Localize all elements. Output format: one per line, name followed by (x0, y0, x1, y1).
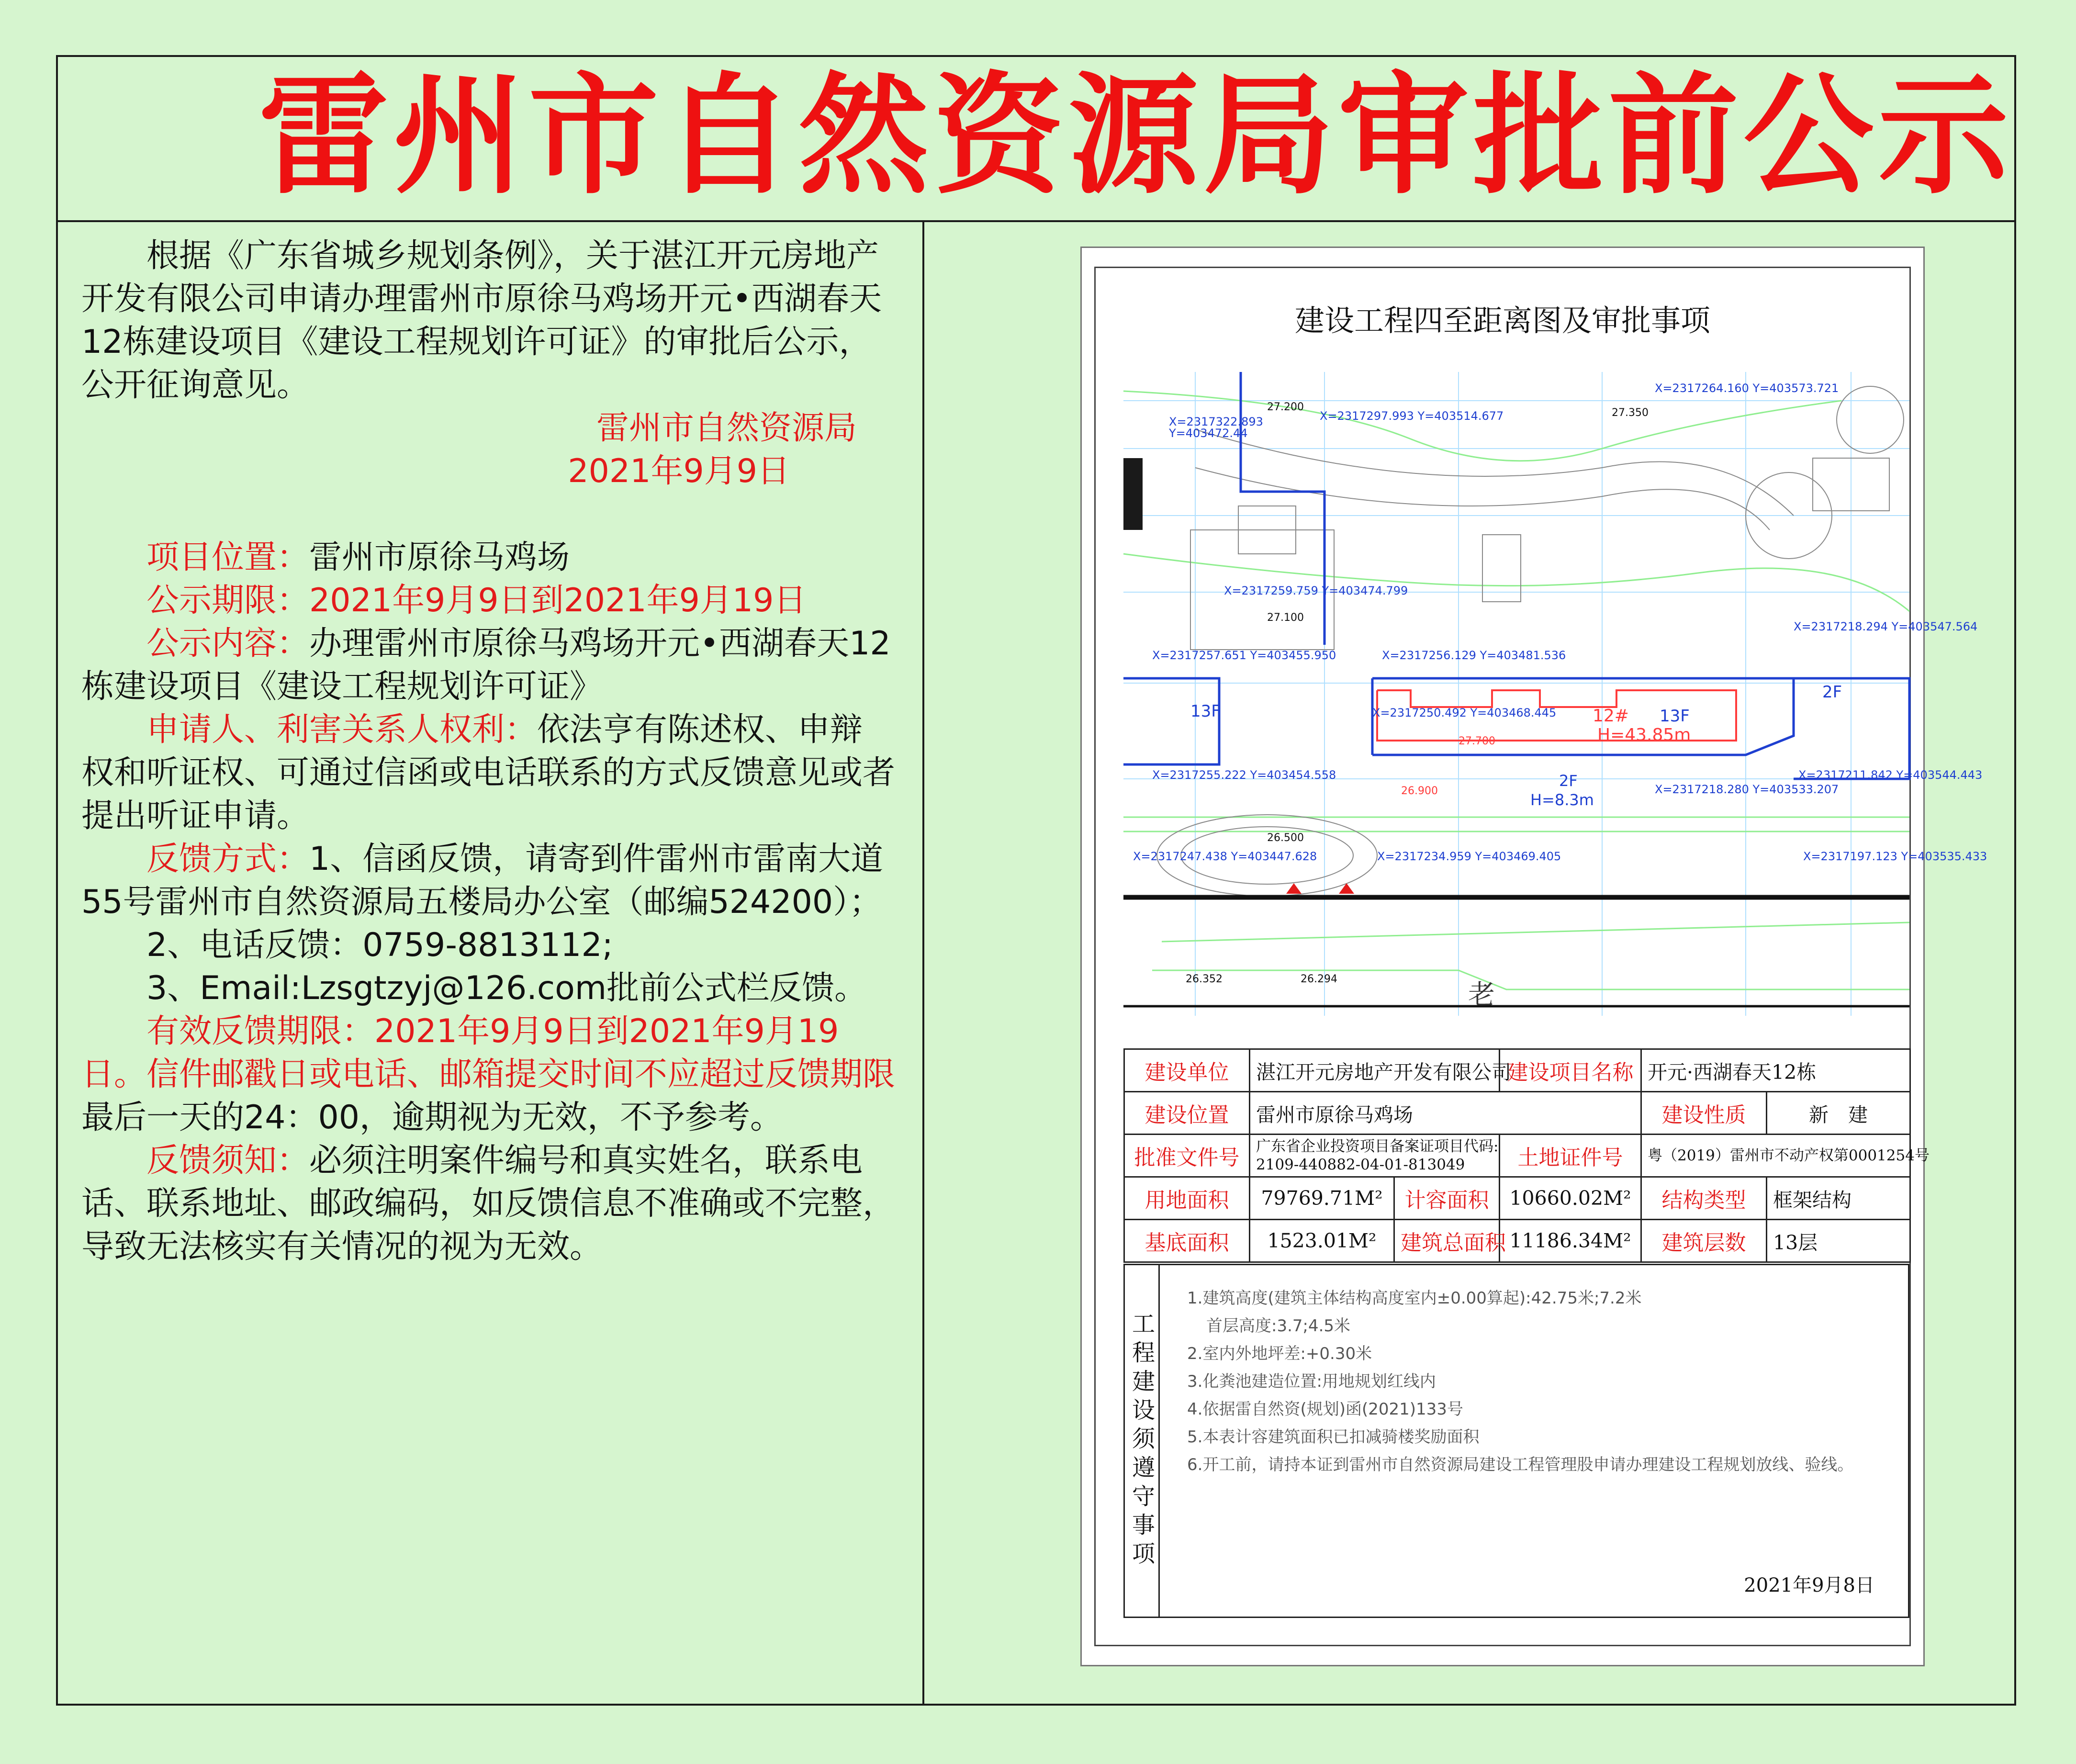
height-main: H=43.85m (1597, 725, 1691, 745)
coord-label: X=2317297.993 Y=403514.677 (1320, 409, 1504, 423)
requirement-item: 1.建筑高度(建筑主体结构高度室内±0.00算起):42.75米;7.2米 (1187, 1289, 1642, 1308)
building-2f-mid: 2F (1559, 772, 1578, 790)
coord-label: X=2317211.842 Y=403544.443 (1798, 768, 1983, 782)
requirements-box (1123, 1264, 1909, 1618)
elev-label: 26.294 (1301, 973, 1337, 985)
title-divider (56, 220, 2016, 222)
coord-label: X=2317257.651 Y=403455.950 (1152, 649, 1336, 662)
elev-label: 26.352 (1186, 973, 1223, 985)
coord-label: X=2317218.294 Y=403547.564 (1794, 620, 1978, 633)
column-divider (922, 220, 924, 1706)
issuer: 雷州市自然资源局 (596, 409, 857, 447)
road-label: 老 (1468, 979, 1495, 1011)
requirement-item: 3.化粪池建造位置:用地规划红线内 (1187, 1372, 1436, 1391)
coord-label: X=2317255.222 Y=403454.558 (1152, 768, 1336, 782)
coord-label: X=2317234.959 Y=403469.405 (1377, 850, 1561, 863)
elev-label: 27.200 (1267, 401, 1304, 413)
table-row: 建设位置 雷州市原徐马鸡场 建设性质 新 建 (1124, 1092, 1910, 1135)
feedback-email: 3、Email:Lzsgtzyj@126.com批前公式栏反馈。 (146, 969, 867, 1007)
coord-label: X=2317256.129 Y=403481.536 (1382, 649, 1566, 662)
elev-label: 27.350 (1612, 407, 1649, 419)
table-row: 用地面积 79769.71M² 计容面积 10660.02M² 结构类型 框架结构 (1124, 1177, 1910, 1220)
coord-label: Y=403472.44 (1169, 427, 1248, 440)
elev-27700: 27.700 (1459, 735, 1495, 747)
feedback-phone: 2、电话反馈：0759-8813112; (146, 926, 613, 964)
feedback-line: 反馈方式：1、信函反馈，请寄到件雷州市雷南大道55号雷州市自然资源局五楼局办公室（邮编524200）； (81, 840, 884, 921)
card-title: 建设工程四至距离图及审批事项 (1294, 303, 1710, 338)
requirement-item: 6.开工前，请持本证到雷州市自然资源局建设工程管理股申请办理建设工程规划放线、验线。 (1187, 1455, 1854, 1474)
building-2f-right: 2F (1822, 683, 1842, 702)
table-row: 建设单位 湛江开元房地产开发有限公司 建设项目名称 开元·西湖春天12栋 (1124, 1049, 1910, 1092)
coord-label: X=2317264.160 Y=403573.721 (1655, 382, 1839, 395)
requirement-item: 首层高度:3.7;4.5米 (1206, 1316, 1351, 1336)
valid-line: 有效反馈期限：2021年9月9日到2021年9月19日。信件邮戳日或电话、邮箱提交时间不应超过反馈期限最后一天的24：00，逾期视为无效，不予参考。 (81, 1012, 896, 1136)
requirements-label: 工程建设须遵守事项 (1125, 1265, 1160, 1617)
height-low: H=8.3m (1530, 791, 1594, 809)
table-row: 基底面积 1523.01M² 建筑总面积 11186.34M² 建筑层数 13层 (1124, 1220, 1910, 1262)
table-row: 批准文件号 广东省企业投资项目备案证项目代码: 2109-440882-04-01-813049 土地证件号 粤（2019）雷州市不动产权第0001254号 (1124, 1135, 1910, 1177)
intro-paragraph: 根据《广东省城乡规划条例》，关于湛江开元房地产开发有限公司申请办理雷州市原徐马鸡场开元•西湖春天12栋建设项目《建设工程规划许可证》的审批后公示，公开征询意见。 (81, 237, 882, 404)
page-title: 雷州市自然资源局审批前公示 (258, 61, 2013, 212)
coord-label: X=2317259.759 Y=403474.799 (1224, 584, 1408, 597)
location-line: 项目位置：雷州市原徐马鸡场 (146, 539, 570, 576)
notice-text (81, 235, 895, 1269)
must-line: 反馈须知：必须注明案件编号和真实姓名，联系电话、联系地址、邮政编码，如反馈信息不准确或不完整，导致无法核实有关情况的视为无效。 (81, 1142, 896, 1266)
requirement-item: 2.室内外地坪差:+0.30米 (1187, 1344, 1372, 1363)
requirements-date: 2021年9月8日 (1744, 1574, 1874, 1596)
requirement-item: 4.依据雷自然资(规划)函(2021)133号 (1187, 1400, 1463, 1419)
issue-date: 2021年9月9日 (568, 452, 790, 490)
coord-label: X=2317218.280 Y=403533.207 (1655, 783, 1839, 796)
coord-label: X=2317250.492 Y=403468.445 (1372, 706, 1557, 719)
elev-label: 26.500 (1267, 832, 1304, 844)
period-line: 公示期限：2021年9月9日到2021年9月19日 (146, 582, 807, 619)
approval-table (1123, 1048, 1930, 1263)
elev-label: 27.100 (1267, 612, 1304, 624)
content-line: 公示内容：办理雷州市原徐马鸡场开元•西湖春天12栋建设项目《建设工程规划许可证》 (81, 625, 891, 706)
coord-label: X=2317322.893 (1169, 415, 1263, 428)
requirements-list (1187, 1284, 1896, 1479)
building-13f-left: 13F (1190, 702, 1221, 721)
building-12: 12# (1593, 706, 1629, 726)
coord-label: X=2317247.438 Y=403447.628 (1133, 850, 1317, 863)
site-plan-drawing (1123, 372, 1987, 1016)
requirement-item: 5.本表计容建筑面积已扣减骑楼奖励面积 (1187, 1427, 1480, 1447)
coord-label: X=2317197.123 Y=403535.433 (1803, 850, 1987, 863)
elev-26900: 26.900 (1401, 785, 1438, 797)
rights-line: 申请人、利害关系人权利：依法亨有陈述权、申辩权和听证权、可通过信函或电话联系的方式反馈意见或者提出听证申请。 (81, 711, 896, 835)
building-13f-right: 13F (1660, 707, 1690, 726)
